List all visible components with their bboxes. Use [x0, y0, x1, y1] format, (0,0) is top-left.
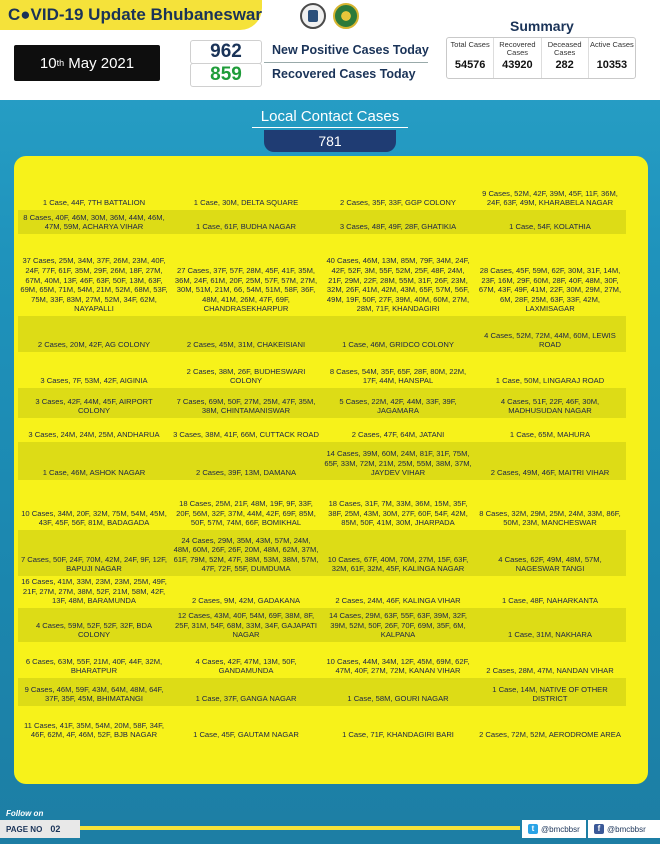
case-cell: 18 Cases, 31F, 7M, 33M, 36M, 15M, 35F, 38F, 25M, 43M, 30M, 27F, 60F, 54F, 42M, 85M, 50F, 41M, 30M, JHARPADA [328, 499, 468, 528]
label-divider [264, 62, 428, 63]
case-cell: 40 Cases, 46M, 13M, 85M, 79F, 34M, 24F, 42F, 52F, 3M, 55F, 52M, 25F, 48F, 24M, 21F, 29M, 22F, 28M, 55M, 31F, 26F, 23M, 32M, 26F, 41M, 42M, 43M, 65F, 57M, 56F, 49M, 19F, 50F, 27F, 39M, 40M, 60M, 27M, 28M, 71F, KHANDAGIRI [326, 256, 470, 314]
date-rest: May 2021 [64, 54, 135, 72]
summary-value: 54576 [454, 59, 486, 71]
case-cell: 8 Cases, 40F, 46M, 30M, 36M, 44M, 46M, 47M, 59M, ACHARYA VIHAR [23, 212, 165, 232]
table-row [18, 576, 626, 608]
case-cell: 2 Cases, 47F, 64M, JATANI [351, 430, 445, 440]
table-row [18, 706, 626, 742]
case-cell: 14 Cases, 39M, 60M, 24M, 81F, 31F, 75M, 65F, 33M, 72M, 21M, 25M, 55M, 38M, 37M, JAYDEV VIHAR [324, 449, 472, 478]
case-cell: 1 Case, 58M, GOURI NAGAR [347, 694, 449, 704]
page-number: 02 [50, 824, 61, 834]
case-cell: 28 Cases, 45F, 59M, 62F, 30M, 31F, 14M, 23F, 16M, 29F, 60M, 28F, 40F, 48M, 30F, 67M, 43F, 49F, 41M, 22F, 30M, 29M, 27M, 6M, 28F, 25M, 63F, 33F, 42M, LAXMISAGAR [478, 266, 622, 314]
case-cell: 18 Cases, 25M, 21F, 48M, 19F, 9F, 33F, 20F, 56M, 32F, 37M, 44M, 42F, 69F, 85M, 50F, 57M, 74M, 66F, BOMIKHAL [176, 499, 316, 528]
case-cell: 1 Case, 37F, GANGA NAGAR [195, 694, 297, 704]
case-cell: 1 Case, 30M, DELTA SQUARE [193, 198, 299, 208]
summary-title: Summary [510, 18, 574, 34]
table-row [18, 210, 626, 234]
case-cell: 1 Case, 65M, MAHURA [509, 430, 591, 440]
title-banner [0, 0, 262, 30]
page-title: C●VID-19 Update Bhubaneswar [8, 5, 262, 24]
case-cell: 2 Cases, 35F, 33F, GGP COLONY [340, 198, 456, 208]
table-row [18, 352, 626, 388]
case-cell: 24 Cases, 29M, 35M, 43M, 57M, 24M, 48M, 60M, 26F, 26F, 20M, 48M, 62M, 37M, 61F, 79M, 52M, 47F, 38M, 53M, 38M, 57M, 47F, 72F, 55F, DUMDUMA [173, 535, 319, 574]
case-cell: 27 Cases, 37F, 57F, 28M, 45F, 41F, 35M, 36M, 24F, 61M, 20F, 25M, 57F, 57M, 27M, 30M, 51M, 21M, 66, 54M, 51M, 58F, 36F, 48M, 41M, 26M, 47F, 69F, CHANDRASEKHARPUR [174, 266, 318, 314]
summary-deceased [542, 38, 589, 78]
case-cell: 1 Case, 54F, KOLATHIA [509, 222, 591, 232]
facebook-icon: f [594, 824, 604, 834]
summary-value: 43920 [502, 59, 533, 71]
summary-recovered [494, 38, 541, 78]
odisha-emblem-logo [300, 3, 326, 29]
table-row [18, 642, 626, 678]
case-cell: 1 Case, 48F, NAHARKANTA [501, 596, 599, 606]
case-cell: 3 Cases, 24M, 24M, 25M, ANDHARUA [28, 430, 160, 440]
date-day: 10 [39, 54, 57, 72]
case-cell: 4 Cases, 51F, 22F, 46F, 30M, MADHUSUDAN NAGAR [500, 396, 600, 416]
table-row [18, 442, 626, 480]
case-cell: 37 Cases, 25M, 34M, 37F, 26M, 23M, 40F, 24F, 77F, 61F, 35M, 29F, 26M, 18F, 27M, 67M, 40M, 13F, 46F, 63F, 50F, 13M, 63F, 69M, 65M, 71M, 54M, 21M, 52M, 68M, 53F, 75M, 33F, 83M, 27M, 52M, 34F, 62M, NAYAPALLI [20, 256, 168, 314]
twitter-handle[interactable] [522, 820, 586, 838]
case-cell: 8 Cases, 54M, 35F, 65F, 28F, 80M, 22M, 17F, 44M, HANSPAL [329, 366, 467, 386]
case-cell: 1 Case, 61F, BUDHA NAGAR [195, 222, 297, 232]
facebook-handle-text: @bmcbbsr [607, 824, 646, 834]
case-cell: 2 Cases, 49M, 46F, MAITRI VIHAR [490, 468, 610, 478]
summary-label: Recovered Cases [499, 40, 536, 57]
case-cell: 11 Cases, 41F, 35M, 54M, 20M, 58F, 34F, 46F, 62M, 4F, 46M, 52F, BJB NAGAR [24, 720, 164, 740]
summary-total [447, 38, 494, 78]
case-cell: 14 Cases, 29M, 63F, 55F, 63F, 39M, 32F, 39M, 52M, 50F, 26F, 70F, 69M, 35F, 6M, KALPANA [328, 611, 468, 640]
case-cell: 2 Cases, 72M, 52M, AERODROME AREA [479, 730, 621, 740]
case-cell: 4 Cases, 59M, 52F, 52F, 32F, BDA COLONY [35, 620, 153, 640]
table-row [18, 608, 626, 642]
case-cell: 1 Case, 31M, NAKHARA [508, 630, 592, 640]
case-cell: 1 Case, 46M, GRIDCO COLONY [342, 340, 454, 350]
case-cell: 4 Cases, 52M, 72M, 44M, 60M, LEWIS ROAD [484, 330, 616, 350]
local-contact-underline [252, 127, 408, 128]
table-row [18, 234, 626, 316]
new-positive-count: 962 [190, 40, 262, 64]
case-cell: 2 Cases, 20M, 42F, AG COLONY [37, 340, 151, 350]
summary-label: Deceased Cases [547, 40, 582, 57]
page-number-box [0, 820, 80, 838]
case-cell: 3 Cases, 38M, 41F, 66M, CUTTACK ROAD [173, 430, 319, 440]
new-positive-label: New Positive Cases Today [272, 43, 429, 57]
case-cell: 2 Cases, 39F, 13M, DAMANA [195, 468, 297, 478]
twitter-handle-text: @bmcbbsr [541, 824, 580, 834]
header [0, 0, 660, 100]
page-number-label: PAGE NO [6, 824, 43, 834]
table-row [18, 388, 626, 418]
date-suffix: th [56, 58, 65, 68]
case-cell: 1 Case, 44F, 7TH BATTALION [42, 198, 146, 208]
case-cell: 4 Cases, 62F, 49M, 48M, 57M, NAGESWAR TANGI [498, 554, 602, 574]
case-cell: 7 Cases, 50F, 24F, 70M, 42M, 24F, 9F, 12F, BAPUJI NAGAR [20, 554, 168, 574]
table-row [18, 418, 626, 442]
table-row [18, 678, 626, 706]
case-cell: 6 Cases, 63M, 55F, 21M, 40F, 44F, 32M, BHARATPUR [25, 656, 163, 676]
summary-label: Total Cases [450, 40, 490, 49]
follow-on-label: Follow on [6, 809, 44, 818]
case-cell: 2 Cases, 38M, 26F, BUDHESWARI COLONY [186, 366, 306, 386]
case-cell: 10 Cases, 44M, 34M, 12F, 45M, 69M, 62F, 47M, 40F, 27M, 72M, KANAN VIHAR [326, 656, 470, 676]
case-cell: 1 Case, 45F, GAUTAM NAGAR [193, 730, 299, 740]
table-row [18, 166, 626, 210]
recovered-label: Recovered Cases Today [272, 67, 416, 81]
case-cell: 1 Case, 14M, NATIVE OF OTHER DISTRICT [492, 684, 608, 704]
case-cell: 1 Case, 50M, LINGARAJ ROAD [495, 376, 605, 386]
table-row [18, 530, 626, 576]
case-cell: 7 Cases, 69M, 50F, 27M, 25M, 47F, 35M, 38M, CHINTAMANISWAR [176, 396, 316, 416]
case-cell: 16 Cases, 41M, 33M, 23M, 23M, 25M, 49F, 21F, 27M, 27M, 38M, 52F, 21M, 58M, 42F, 13F, 48M, BARAMUNDA [21, 577, 167, 606]
case-cell: 9 Cases, 52M, 42F, 39M, 45F, 11F, 36M, 24F, 63F, 49M, KHARABELA NAGAR [482, 188, 618, 208]
date-box [14, 45, 160, 81]
recovered-count: 859 [190, 63, 262, 87]
case-cell: 10 Cases, 67F, 40M, 70M, 27M, 15F, 63F, 32M, 61F, 32M, 45F, KALINGA NAGAR [327, 554, 469, 574]
case-cell: 2 Cases, 9M, 42M, GADAKANA [191, 596, 301, 606]
bmc-logo [333, 3, 359, 29]
footer-bar [80, 826, 520, 830]
summary-active [589, 38, 635, 78]
case-cell: 5 Cases, 22M, 42F, 44M, 33F, 39F, JAGAMARA [339, 396, 457, 416]
summary-value: 10353 [596, 59, 628, 71]
summary-label: Active Cases [589, 40, 634, 49]
case-cell: 9 Cases, 46M, 59F, 43M, 64M, 48M, 64F, 37F, 35F, 45M, BHIMATANGI [24, 684, 164, 704]
case-cell: 1 Case, 71F, KHANDAGIRI BARI [342, 730, 454, 740]
case-cell: 8 Cases, 32M, 29M, 25M, 24M, 33M, 86F, 50M, 23M, MANCHESWAR [479, 508, 621, 528]
case-cell: 2 Cases, 45M, 31M, CHAKEISIANI [186, 340, 306, 350]
table-row [18, 480, 626, 530]
case-cell: 10 Cases, 34M, 20F, 32M, 75M, 54M, 45M, 43F, 45F, 56F, 81M, BADAGADA [21, 508, 167, 528]
local-contact-count: 781 [264, 130, 396, 152]
facebook-handle[interactable] [588, 820, 660, 838]
case-cell: 4 Cases, 42F, 47M, 13M, 50F, GANDAMUNDA [195, 656, 297, 676]
case-cell: 12 Cases, 43M, 40F, 54M, 69F, 38M, 8F, 25F, 31M, 54F, 68M, 33M, 34F, GAJAPATI NAGAR [175, 611, 317, 640]
case-cell: 3 Cases, 48F, 49F, 28F, GHATIKIA [339, 222, 457, 232]
summary-value: 282 [555, 59, 574, 71]
case-cell: 3 Cases, 42F, 44M, 45F, AIRPORT COLONY [35, 396, 153, 416]
case-cell: 2 Cases, 28M, 47M, NANDAN VIHAR [486, 666, 614, 676]
case-cell: 1 Case, 46M, ASHOK NAGAR [42, 468, 146, 478]
table-row [18, 316, 626, 352]
local-contact-title: Local Contact Cases [260, 108, 400, 125]
cases-table [18, 166, 626, 742]
case-cell: 2 Cases, 24M, 46F, KALINGA VIHAR [335, 596, 461, 606]
twitter-icon: t [528, 824, 538, 834]
case-cell: 3 Cases, 7F, 53M, 42F, AIGINIA [40, 376, 148, 386]
summary-box [446, 37, 636, 79]
